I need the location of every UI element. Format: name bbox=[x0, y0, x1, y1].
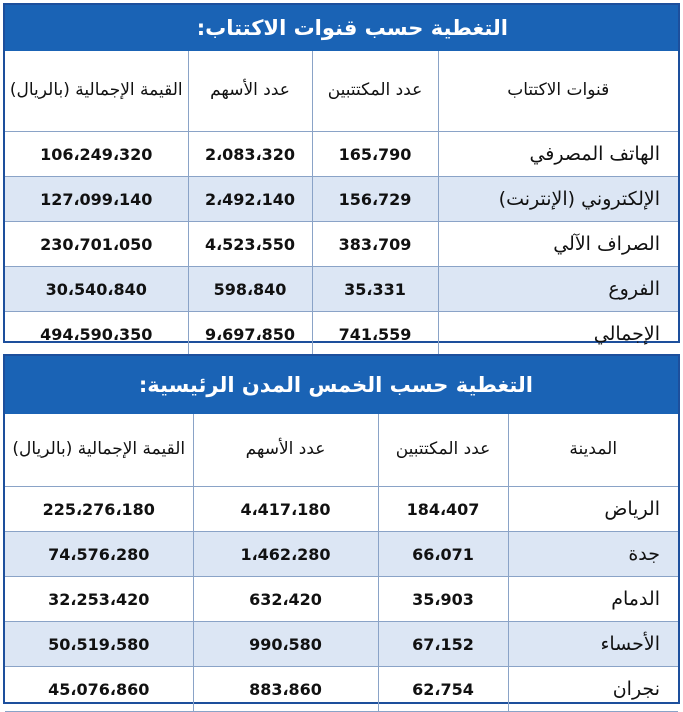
row-subscribers: 383،709 bbox=[312, 222, 438, 267]
row-shares: 2،083،320 bbox=[188, 132, 312, 177]
row-shares: 1،462،280 bbox=[193, 532, 378, 577]
header-subscribers: عدد المكتتبين bbox=[312, 51, 438, 132]
table-row bbox=[5, 577, 678, 622]
row-name: الرياض bbox=[508, 487, 678, 532]
row-value: 127،099،140 bbox=[5, 177, 188, 222]
row-name: الأحساء bbox=[508, 622, 678, 667]
row-name: الفروع bbox=[438, 267, 678, 312]
table-row bbox=[5, 667, 678, 712]
row-shares: 990،580 bbox=[193, 622, 378, 667]
table-row bbox=[5, 222, 678, 267]
row-shares: 883،860 bbox=[193, 667, 378, 712]
row-subscribers: 184،407 bbox=[378, 487, 508, 532]
header-shares: عدد الأسهم bbox=[193, 414, 378, 487]
row-subscribers: 35،903 bbox=[378, 577, 508, 622]
row-subscribers: 62،754 bbox=[378, 667, 508, 712]
table-row bbox=[5, 177, 678, 222]
cities-panel bbox=[3, 354, 680, 704]
row-subscribers: 35،331 bbox=[312, 267, 438, 312]
row-shares: 4،523،550 bbox=[188, 222, 312, 267]
table-row bbox=[5, 487, 678, 532]
channels-title: التغطية حسب قنوات الاكتتاب: bbox=[5, 5, 678, 51]
row-value: 225،276،180 bbox=[5, 487, 193, 532]
row-value: 106،249،320 bbox=[5, 132, 188, 177]
row-value: 74،576،280 bbox=[5, 532, 193, 577]
row-value: 45،076،860 bbox=[5, 667, 193, 712]
header-shares: عدد الأسهم bbox=[188, 51, 312, 132]
table-row bbox=[5, 532, 678, 577]
cities-table bbox=[5, 414, 678, 712]
row-name: الهاتف المصرفي bbox=[438, 132, 678, 177]
table-header-row bbox=[5, 414, 678, 487]
row-subscribers: 66،071 bbox=[378, 532, 508, 577]
row-value: 30،540،840 bbox=[5, 267, 188, 312]
row-value: 494،590،350 bbox=[5, 312, 188, 357]
row-name: الإجمالي bbox=[438, 312, 678, 357]
table-row bbox=[5, 267, 678, 312]
header-channel: قنوات الاكتتاب bbox=[438, 51, 678, 132]
row-name: نجران bbox=[508, 667, 678, 712]
table-row-total bbox=[5, 312, 678, 357]
row-shares: 4،417،180 bbox=[193, 487, 378, 532]
header-city: المدينة bbox=[508, 414, 678, 487]
channels-panel bbox=[3, 3, 680, 343]
row-subscribers: 165،790 bbox=[312, 132, 438, 177]
table-header-row bbox=[5, 51, 678, 132]
row-value: 230،701،050 bbox=[5, 222, 188, 267]
row-name: الصراف الآلي bbox=[438, 222, 678, 267]
header-value: القيمة الإجمالية (بالريال) bbox=[5, 51, 188, 132]
row-shares: 9،697،850 bbox=[188, 312, 312, 357]
row-subscribers: 741،559 bbox=[312, 312, 438, 357]
row-subscribers: 67،152 bbox=[378, 622, 508, 667]
row-name: الدمام bbox=[508, 577, 678, 622]
row-name: جدة bbox=[508, 532, 678, 577]
header-subscribers: عدد المكتتبين bbox=[378, 414, 508, 487]
row-shares: 598،840 bbox=[188, 267, 312, 312]
row-shares: 632،420 bbox=[193, 577, 378, 622]
header-value: القيمة الإجمالية (بالريال) bbox=[5, 414, 193, 487]
row-subscribers: 156،729 bbox=[312, 177, 438, 222]
channels-table bbox=[5, 51, 678, 357]
row-shares: 2،492،140 bbox=[188, 177, 312, 222]
table-row bbox=[5, 622, 678, 667]
table-row bbox=[5, 132, 678, 177]
row-value: 32،253،420 bbox=[5, 577, 193, 622]
row-name: الإلكتروني (الإنترنت) bbox=[438, 177, 678, 222]
cities-title: التغطية حسب الخمس المدن الرئيسية: bbox=[5, 356, 678, 414]
row-value: 50،519،580 bbox=[5, 622, 193, 667]
